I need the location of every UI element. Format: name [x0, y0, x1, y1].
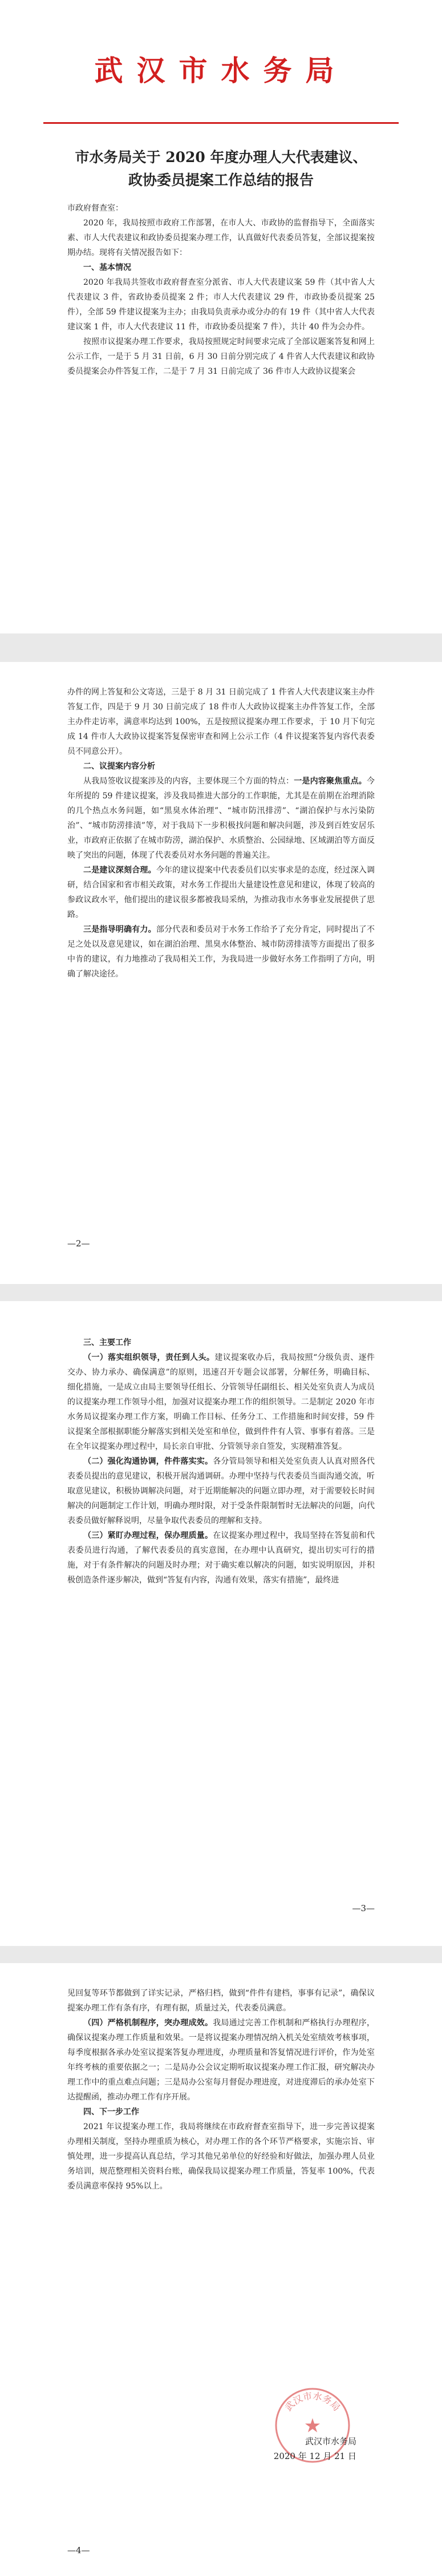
page-2	[0, 662, 442, 1284]
page-4	[0, 1963, 442, 2576]
title-line-2: 政协委员提案工作总结的报告	[128, 172, 314, 188]
item-3-paragraph	[67, 1528, 375, 1588]
section-4-heading: 四、下一步工作	[83, 2107, 139, 2117]
org-header: 武汉市水务局	[94, 54, 348, 87]
continued-paragraph: 办件的网上答复和公文寄送，三是于 8 月 31 日前完成了 1 件省人大代表建议案主办件答复工作，四是于 9 月 30 日前完成了 18 件市人大政协议提案主办件答复工作，全部主办件走访率，满意率均达到 100%，五是按照议提案办理工作要求，于 10 月下旬完成 14 件市人大政协议提案答复保密审查和网上公示工作（4 件议提案答复内容代表委员不同意公开）。	[67, 688, 375, 756]
s2p3-text: 部分代表和委员对于水务工作给予了充分肯定，同时提出了不足之处以及意见建议，如在湖泊治理、黑臭水体整治、城市防涝排渍等方面提出了很多中肯的建议，有力地推动了我局相关工作，为我局进一步做好水务工作指明了方向，明确了解决途径。	[67, 925, 375, 979]
item-2-text: 各分管局领导和相关处室负责人认真对照各代表委员提出的意见建议，积极开展沟通调研。办理中坚持与代表委员当面沟通交流，听取意见建议，积极协调解决问题，对于近期能解决的问题立即办理，对于需要较长时间解决的问题制定工作计划，明确办理时限，对于受条件限制暂时无法解决的问题，向代表委员做好解释说明，尽量争取代表委员的理解和支持。	[67, 1457, 375, 1525]
section-2-heading: 二、议提案内容分析	[83, 762, 155, 771]
s2p1-text-c: 今年所提的 59 件建议提案，涉及我局推进大部分的工作职能，尤其是在前期在治理消除的几个热点水务问题，如“黑臭水体治理”、“城市防汛排涝”、“湖泊保护与水污染防治”、“城市防涝排渍”等，对于我局下一步积极找问题和解决问题，涉及到百姓安居乐业，市政府正依据了在城市防涝，湖泊保护、水质整治、公园绿地、区域湖泊等方面反映了突出的问题，体现了代表委员对水务问题的普遍关注。	[67, 777, 375, 860]
s2p3-lead: 三是指导明确有力。	[83, 925, 156, 934]
page-1	[0, 0, 442, 633]
item-1-text: 建议提案收办后，我局按照“分级负责、逐件交办、协力承办、确保满意”的原则，迅速召开专题会议部署，分解任务，明确目标、细化措施，一是成立由局主要领导任组长、分管领导任副组长、相关处室负责人为成员的议提案办理工作领导小组，加强对议提案办理工作的组织领导。二是制定 2020 年市水务局议提案办理工作方案，明确工作目标、任务分工、工作措施和时间安排，59 件议提案全部根据职能分解落实到相关处室和单位，做到件件有人管、事事有着落。三是在全年议提案办理过程中，局长亲自审批、分管领导亲自签发，实现精准答复。	[67, 1353, 375, 1451]
page-number: —3—	[352, 1903, 375, 1913]
item-2-paragraph	[67, 1454, 375, 1528]
item-4-text: 我局通过完善工作机制和严格执行办理程序，确保议提案办理工作质量和效果。一是将议提案办理情况纳入机关处室绩效考核事项，每季度根据各承办处室议提案答复办理进度，办理质量和答复情况进行评价，作为处室年终考核的重要依据之一；二是局办公会议定期听取议提案办理工作汇报，研究解决办理工作中的重点难点问题；三是局办公室每月督促办理进度，对进度滞后的承办处室下达提醒函，推动办理工作有序开展。	[67, 2018, 375, 2102]
page-1-body	[67, 201, 375, 379]
page-4-body	[67, 1986, 375, 2194]
section-4-paragraph: 2021 年议提案办理工作，我局将继续在市政府督查室指导下，进一步完善议提案办理相关制度，坚持办理重质为核心，对办理工作的各个环节严格要求，实施宗旨、审慎处理，进一步提高认真总结，学习其他兄弟单位的好经验和好做法，加强办理人员业务培训，规范整理相关资料台账，确保我局议提案办理工作质量，答复率 100%，代表委员满意率保持 95%以上。	[67, 2122, 375, 2191]
section-2-paragraph-1	[67, 774, 375, 863]
addressee: 市政府督查室：	[67, 204, 123, 213]
item-4-paragraph	[67, 2016, 375, 2105]
item-2-lead: （二）强化沟通协调，件件落实实。	[83, 1457, 213, 1466]
item-4-lead: （四）严格机制程序，突办理成效。	[83, 2018, 213, 2028]
title-line-1: 市水务局关于 2020 年度办理人大代表建议、	[75, 149, 367, 165]
signature-org: 武汉市水务局	[305, 2436, 356, 2446]
s2p2-lead: 二是建议深刻合理。	[83, 866, 156, 875]
s2p2-text: 今年的建议提案中代表委员们以实事求是的态度，经过深入调研，结合国家和省市相关政策，对水务工作提出大量建设性意见和建议，体现了较高的参政议政水平，他们提出的建议很多都被我局采纳，为推动我市水务事业发展提供了思路。	[67, 866, 375, 919]
page-number: —2—	[67, 1238, 90, 1249]
s2p1-lead: 一是内容聚焦重点。	[294, 777, 367, 786]
intro-paragraph: 2020 年，我局按照市政府工作部署，在市人大、市政协的监督指导下，全面落实素、市人大代表建议和政协委员提案办理工作，认真做好代表委员答复，全部议提案按期办结。现将有关情况报告如下：	[67, 219, 375, 257]
section-1-paragraph-2: 按照市议提案办理工作要求，我局按照规定时间要求完成了全部议题案答复和网上公示工作，一是于 5 月 31 日前，6 月 30 日前分别完成了 4 件省人大代表建议和政协委员提案会办件答复工作，二是于 7 月 31 日前完成了 36 件市人大政协议提案会	[67, 337, 375, 376]
page-3-body	[67, 1335, 375, 1588]
document-title	[51, 146, 391, 192]
s2p1-text-a: 从我局签收议提案涉及的内容，主要体现三个方面的特点：	[83, 777, 294, 786]
signature-block	[274, 2434, 356, 2464]
svg-text:★: ★	[303, 2415, 322, 2437]
item-1-paragraph	[67, 1350, 375, 1454]
section-2-paragraph-2	[67, 863, 375, 922]
item-3-text: 在议提案办理过程中，我局坚持在答复前和代表委员进行沟通，了解代表委员的真实意图，在办理中认真研究，提出切实可行的措施，对于有条件解决的问题及时办理；对于确实难以解决的问题，如实说明原因，并积极创造条件逐步解决，做到“答复有内容，沟通有效果，落实有措施”，最终进	[67, 1531, 375, 1585]
seal-text: 武汉市水务局	[282, 2390, 343, 2413]
signature-date: 2020 年 12 月 21 日	[273, 2451, 356, 2461]
item-3-lead: （三）紧盯办理过程，保办理质量。	[83, 1531, 213, 1540]
page-3	[0, 1301, 442, 1946]
red-divider	[43, 122, 399, 124]
section-1-paragraph-1: 2020 年我局共签收市政府督查室分派省、市人大代表建议案 59 件（其中省人大代表建议 3 件，省政协委员提案 2 件；市人大代表建议 29 件，市政协委员提案 25 件），全部 59 件建议提案为主办；由我局负责承办或分办的有 19 件（其中省人大代表建议案 1 件，市人大代表建议 11 件，市政协委员提案 7 件），共计 40 件为会办件。	[67, 278, 375, 332]
svg-text:武汉市水务局	[283, 2391, 342, 2413]
page-number: —4—	[67, 2545, 90, 2555]
item-1-lead: （一）落实组织领导，责任到人头。	[83, 1353, 215, 1362]
section-3-heading: 三、主要工作	[83, 1338, 131, 1347]
page-2-body	[67, 685, 375, 982]
section-2-paragraph-3	[67, 922, 375, 982]
section-1-heading: 一、基本情况	[83, 263, 131, 272]
continued-paragraph: 见回复等环节都做到了详实记录，严格归档，做到“件件有建档，事事有记录”，确保议提案办理工作有条有序，有理有据，质量过关，代表委员满意。	[67, 1989, 375, 2013]
